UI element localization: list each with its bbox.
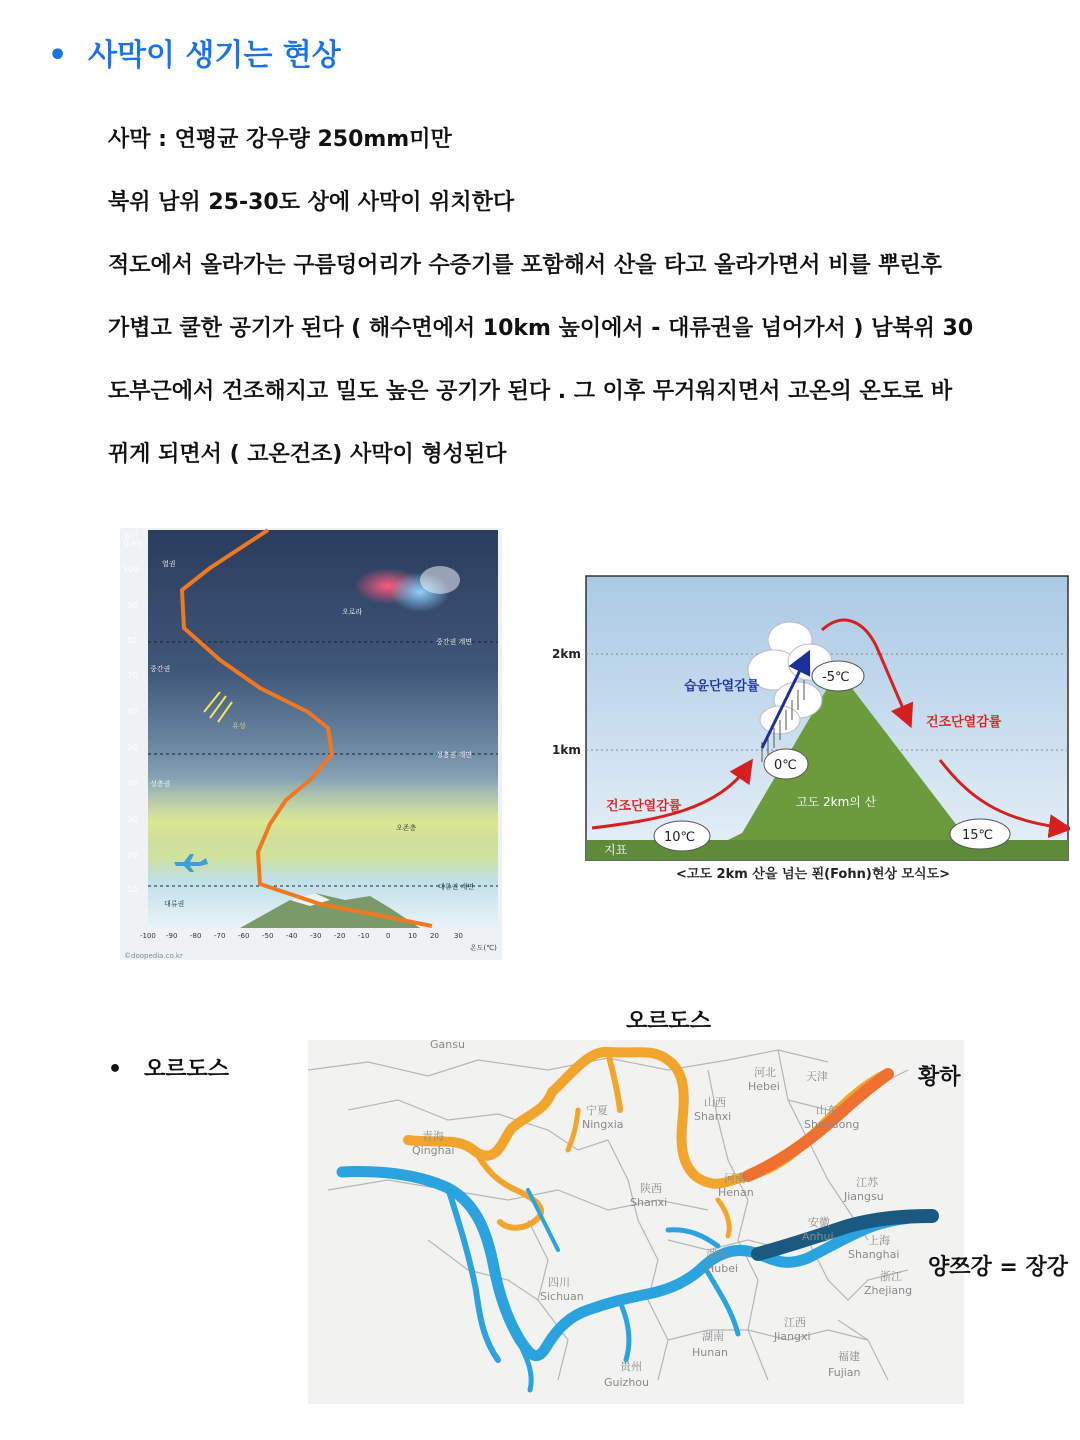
label-hunan-cn: 湖南: [702, 1330, 724, 1343]
label-hubei-cn: 湖北: [706, 1248, 728, 1261]
y-axis-unit: 높이: [123, 531, 139, 540]
temp-mid: 0℃: [774, 758, 797, 773]
x-tick: -80: [190, 932, 202, 940]
ground-label: 지표: [604, 843, 628, 857]
x-tick: -20: [334, 932, 346, 940]
fohn-diagram: [548, 570, 1070, 886]
temp-left: 10℃: [664, 830, 696, 845]
x-axis-unit: 온도(℃): [470, 944, 497, 952]
label-ningxia-cn: 宁夏: [586, 1104, 608, 1117]
dry-adiabatic-label-right: 건조단열감률: [926, 715, 1002, 730]
label-hebei-cn: 河北: [754, 1066, 776, 1079]
yellow-river-label: 황하: [918, 1065, 961, 1090]
y-tick: 20: [127, 851, 138, 860]
label-hunan: Hunan: [692, 1346, 728, 1359]
x-tick: -60: [238, 932, 250, 940]
y-tick: 40: [127, 779, 138, 788]
wet-adiabatic-label: 습윤단열감률: [684, 679, 760, 694]
y-tick: 100: [123, 565, 139, 574]
layer-label: 대류권: [164, 900, 185, 908]
label-sichuan: Sichuan: [540, 1290, 584, 1303]
x-tick: -100: [140, 932, 156, 940]
fohn-caption: <고도 2km 산을 넘는 푄(Fohn)현상 모식도>: [676, 867, 951, 882]
label-jiangsu: Jiangsu: [844, 1190, 884, 1203]
label-shandong-cn: 山东: [816, 1104, 838, 1117]
label-fujian-cn: 福建: [838, 1350, 860, 1363]
boundary-label: 중간권 계면: [436, 638, 473, 646]
x-tick: -30: [310, 932, 322, 940]
text-line-5: 도부근에서 건조해지고 밀도 높은 공기가 된다 . 그 이후 무거워지면서 고온의 온도로 바: [108, 379, 953, 404]
aurora-label: 오로라: [342, 608, 363, 616]
label-guizhou-cn: 贵州: [620, 1360, 642, 1373]
mountain-label: 고도 2km의 산: [796, 795, 877, 809]
label-shandong: Shandong: [804, 1118, 860, 1131]
x-tick: -90: [166, 932, 178, 940]
label-fujian: Fujian: [828, 1366, 861, 1379]
text-line-3: 적도에서 올라가는 구름덩어리가 수증기를 포함해서 산을 타고 올라가면서 비를 뿌린후: [108, 253, 943, 278]
china-rivers-map: [308, 1040, 964, 1404]
label-zhejiang: Zhejiang: [864, 1284, 913, 1297]
y-tick: 30: [127, 815, 138, 824]
ordos-bullet: [108, 1052, 229, 1083]
label-shanxi: Shanxi: [694, 1110, 732, 1123]
label-jiangsu-cn: 江苏: [856, 1176, 878, 1189]
boundary-label: 대류권 계면: [438, 883, 475, 891]
altitude-2km: 2km: [552, 647, 581, 661]
label-shanghai: Shanghai: [848, 1248, 900, 1261]
x-tick: -50: [262, 932, 274, 940]
meteor-label: 유성: [232, 722, 246, 730]
label-guizhou: Guizhou: [604, 1376, 649, 1389]
temp-right: 15℃: [962, 828, 994, 843]
label-ningxia: Ningxia: [582, 1118, 624, 1131]
y-tick: 60: [127, 707, 138, 716]
y-tick: 90: [127, 601, 138, 610]
ordos-bullet-text: 오르도스: [144, 1057, 230, 1082]
y-tick: 50: [127, 743, 138, 752]
label-henan-cn: 河南: [724, 1172, 746, 1185]
svg-text:(km): (km): [123, 539, 142, 548]
label-shaanxi-cn: 陕西: [640, 1182, 662, 1195]
yangtze-river-label: 양쯔강 = 장강: [928, 1255, 1069, 1280]
label-jiangxi-cn: 江西: [784, 1316, 806, 1329]
ozone-label: 오존층: [396, 824, 417, 832]
label-shaanxi: Shanxi: [630, 1196, 668, 1209]
label-shanghai-cn: 上海: [868, 1234, 890, 1247]
title-text: 사막이 생기는 현상: [88, 38, 341, 73]
label-hubei: Hubei: [706, 1262, 739, 1275]
dry-adiabatic-label-left: 건조단열감률: [606, 799, 682, 814]
x-tick: 0: [386, 932, 391, 940]
label-tianjin-cn: 天津: [806, 1070, 828, 1083]
y-tick: 10: [127, 885, 138, 894]
layer-label: 열권: [162, 560, 176, 568]
text-line-4: 가볍고 쿨한 공기가 된다 ( 해수면에서 10km 높이에서 - 대류권을 넘어가서 ) 남북위 30: [108, 316, 974, 341]
figure-credit: ©doopedia.co.kr: [124, 952, 183, 960]
x-tick: -40: [286, 932, 298, 940]
layer-label: 중간권: [150, 665, 171, 673]
layer-label: 성층권: [150, 780, 171, 788]
text-line-1: 사막 : 연평균 강우량 250mm미만: [108, 127, 452, 152]
x-tick: -70: [214, 932, 226, 940]
x-tick: -10: [358, 932, 370, 940]
bullet-dot: •: [108, 1057, 123, 1082]
x-tick: 20: [430, 932, 439, 940]
y-tick: 80: [127, 636, 138, 645]
text-line-2: 북위 남위 25-30도 상에 사막이 위치한다: [108, 190, 515, 215]
text-line-6: 뀌게 되면서 ( 고온건조) 사막이 형성된다: [108, 442, 507, 467]
label-anhui: Anhui: [802, 1230, 834, 1243]
label-jiangxi: Jiangxi: [774, 1330, 811, 1343]
label-qinghai-cn: 青海: [422, 1130, 444, 1143]
page-title: [48, 30, 341, 74]
label-hebei: Hebei: [748, 1080, 780, 1093]
x-tick: 30: [454, 932, 463, 940]
x-tick: 10: [408, 932, 417, 940]
temp-top: -5℃: [822, 670, 850, 685]
label-shanxi-cn: 山西: [704, 1096, 726, 1109]
map-title: 오르도스: [626, 1009, 712, 1034]
label-sichuan-cn: 四川: [548, 1276, 570, 1289]
boundary-label: 성층권 계면: [436, 751, 473, 759]
title-bullet: •: [48, 38, 68, 73]
label-zhejiang-cn: 浙江: [880, 1270, 902, 1283]
atmosphere-structure-figure: [120, 528, 502, 960]
label-gansu: Gansu: [430, 1040, 465, 1051]
label-qinghai: Qinghai: [412, 1144, 455, 1157]
label-henan: Henan: [718, 1186, 754, 1199]
altitude-1km: 1km: [552, 743, 581, 757]
y-tick: 70: [127, 671, 138, 680]
label-anhui-cn: 安徽: [808, 1216, 830, 1229]
